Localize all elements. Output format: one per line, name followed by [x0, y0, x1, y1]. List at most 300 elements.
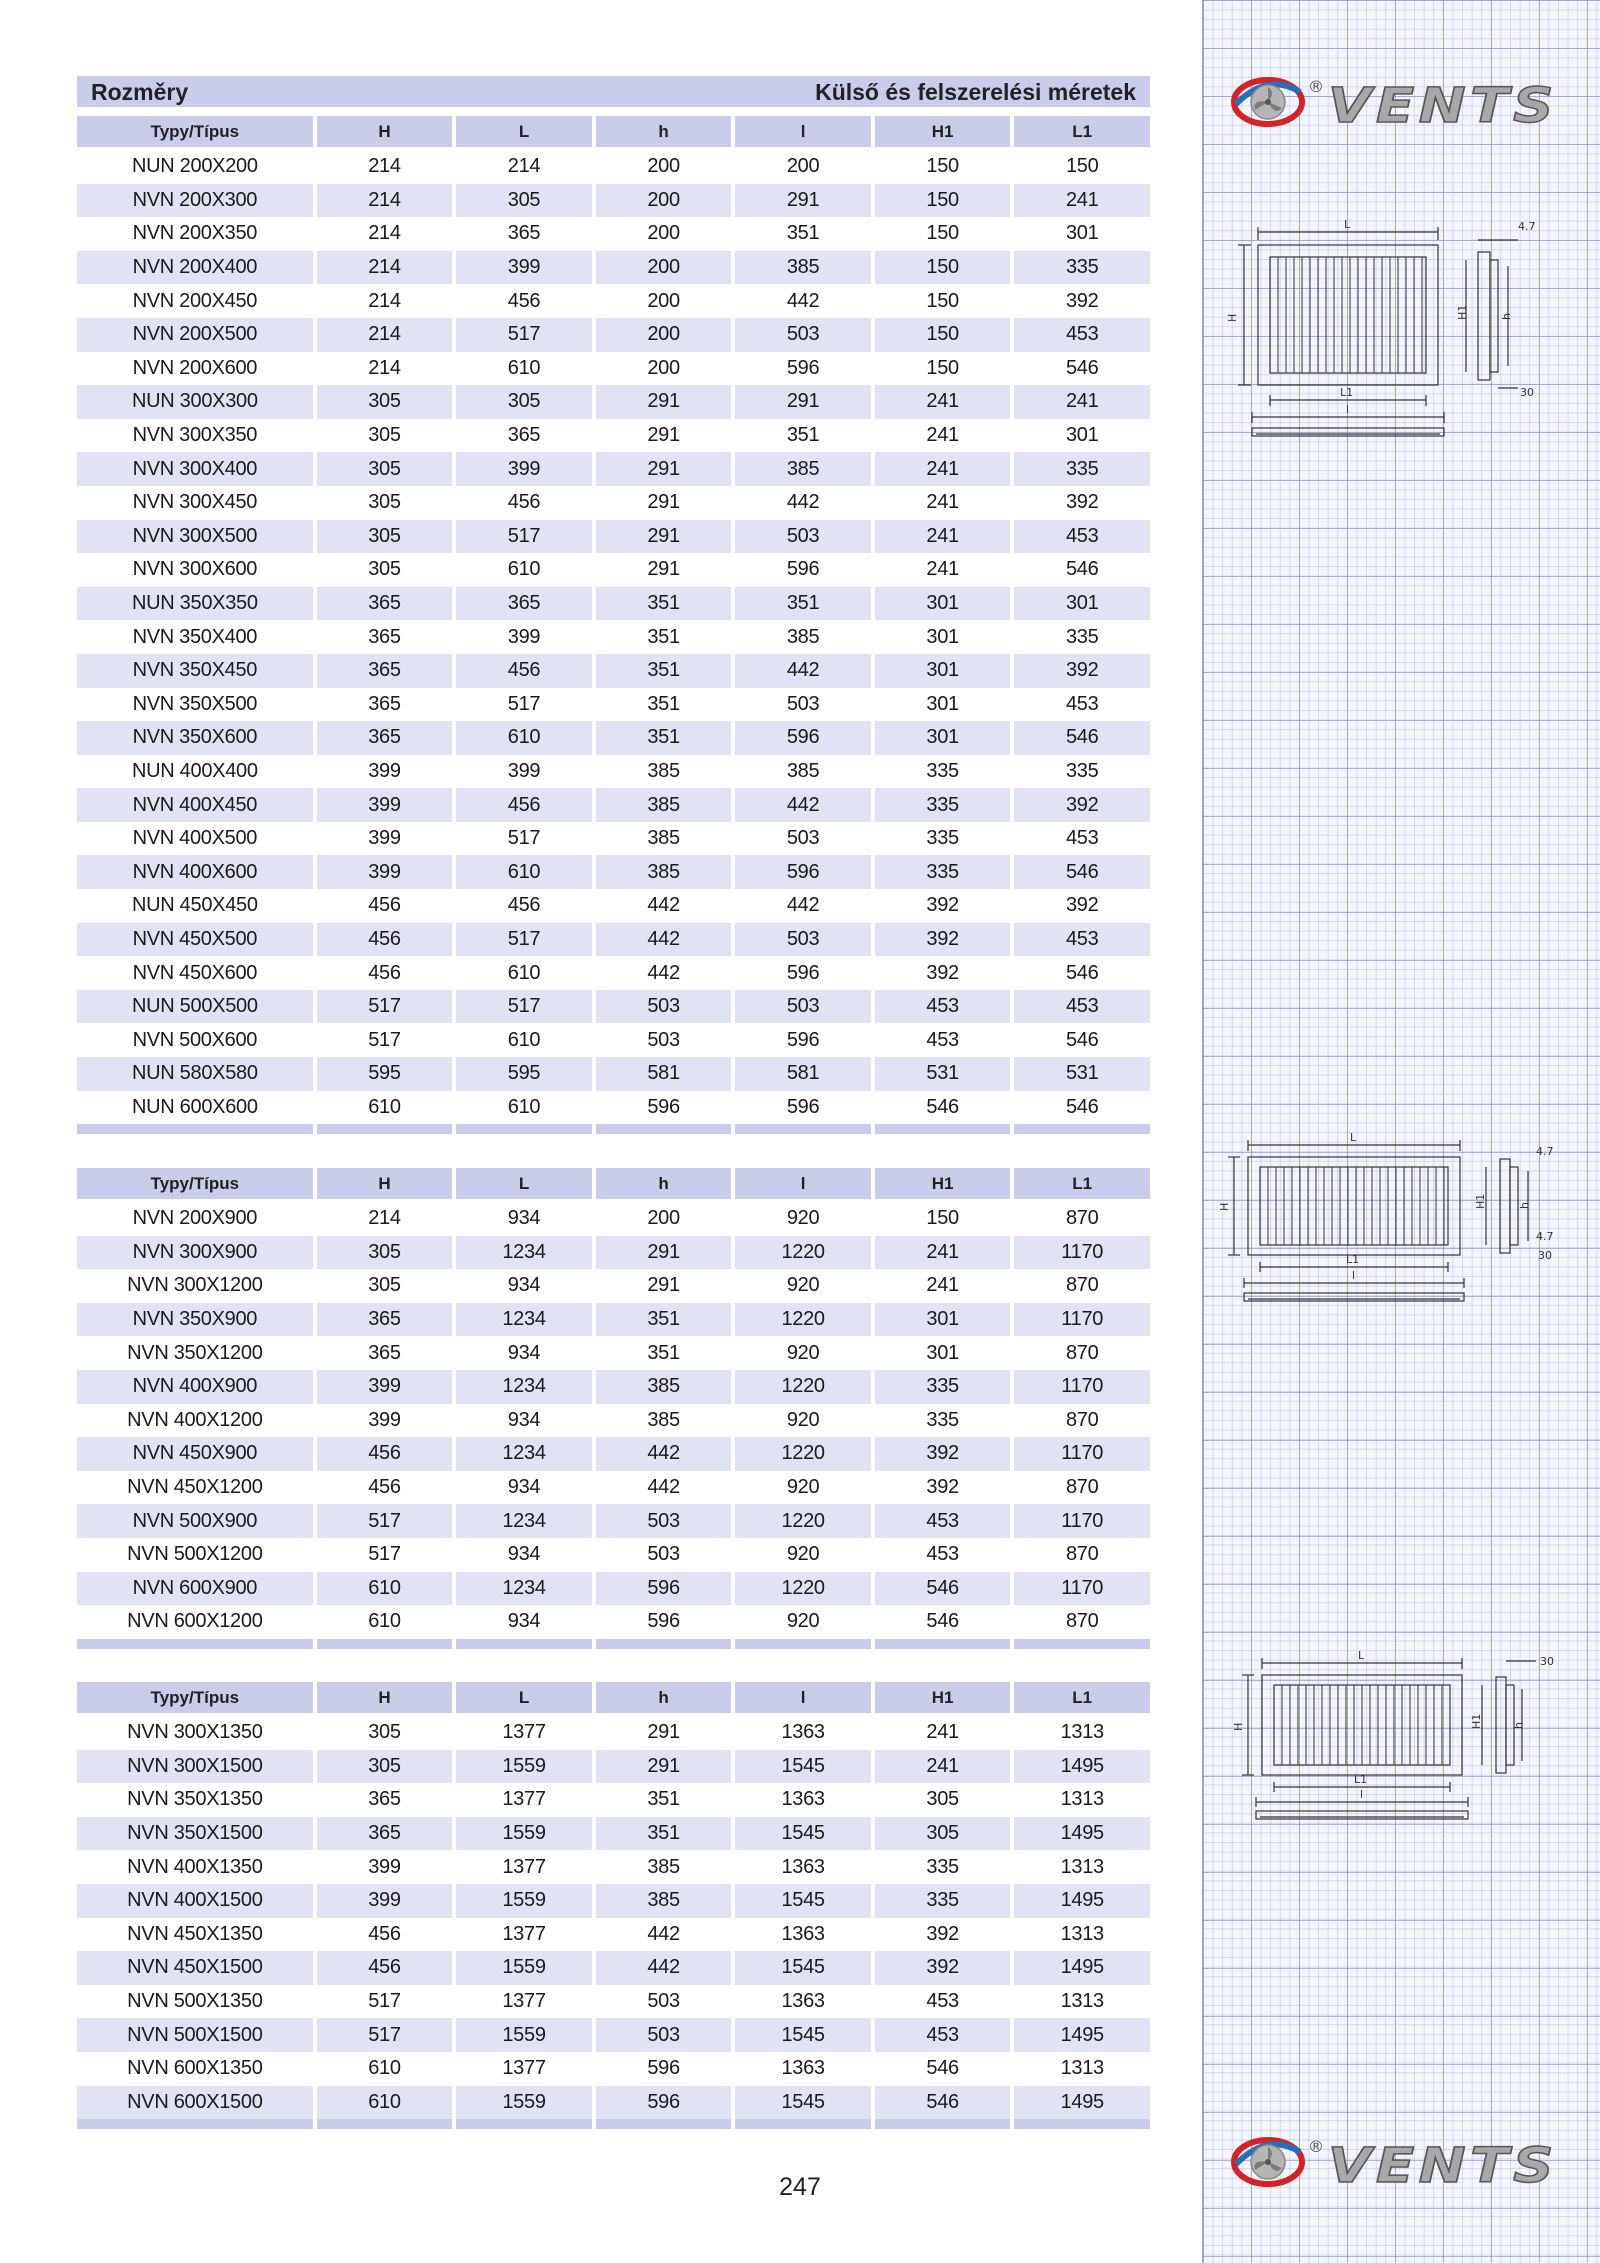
value-cell: 1313: [1060, 1922, 1104, 1945]
type-cell: NVN 600X1200: [127, 1610, 263, 1633]
table-row: [77, 956, 1150, 990]
value-cell: 517: [317, 1504, 453, 1538]
table-row: [77, 1370, 1150, 1404]
value-cell: 305: [926, 1788, 959, 1811]
table-row: [77, 1716, 1150, 1750]
value-cell: 1170: [1014, 1370, 1150, 1404]
type-cell: NVN 350X400: [132, 625, 258, 648]
table-row: [77, 822, 1150, 856]
column-header: Typy/Típus: [77, 1168, 313, 1199]
table-row: [77, 1538, 1150, 1572]
value-cell: 335: [1065, 759, 1099, 782]
table-row: [77, 184, 1150, 218]
value-cell: 305: [368, 1274, 401, 1297]
value-cell: 920: [786, 1207, 820, 1230]
value-cell: 351: [596, 1817, 732, 1851]
type-cell: NVN 450X1350: [127, 1922, 263, 1945]
value-cell: 214: [317, 318, 453, 352]
footer-cell: [1014, 1639, 1150, 1649]
table-row: [77, 1918, 1150, 1952]
value-cell: 335: [875, 855, 1011, 889]
value-cell: 351: [596, 587, 732, 621]
value-cell: 301: [926, 625, 959, 648]
dim-label-thickness-2: 4.7: [1536, 1230, 1554, 1243]
value-cell: 241: [875, 385, 1011, 419]
footer-cell: [77, 1124, 313, 1134]
type-cell: NUN 600X600: [132, 1095, 258, 1118]
value-cell: 503: [647, 1543, 680, 1566]
value-cell: 200: [596, 318, 732, 352]
value-cell: 503: [735, 520, 871, 554]
value-cell: 1545: [735, 1817, 871, 1851]
footer-cell: [1014, 2119, 1150, 2129]
value-cell: 335: [875, 1370, 1011, 1404]
value-cell: 442: [647, 1476, 680, 1499]
type-cell: NUN 200X200: [132, 155, 258, 178]
dim-label-thickness: 4.7: [1518, 220, 1536, 233]
dim-label-L1: L1: [1354, 1773, 1368, 1786]
type-cell: NVN 400X500: [132, 827, 258, 850]
type-cell: NVN 350X1500: [77, 1817, 313, 1851]
table-row: [77, 1605, 1150, 1639]
value-cell: 870: [1065, 1408, 1099, 1431]
value-cell: 546: [1065, 1095, 1099, 1118]
value-cell: 351: [647, 692, 680, 715]
value-cell: 453: [875, 990, 1011, 1024]
value-cell: 385: [786, 759, 820, 782]
logo-wordmark: VENTS: [1328, 2138, 1558, 2190]
value-cell: 442: [647, 1922, 680, 1945]
value-cell: 610: [317, 2086, 453, 2120]
value-cell: 517: [368, 1543, 401, 1566]
value-cell: 1234: [456, 1437, 592, 1471]
dim-label-h: h: [1500, 313, 1513, 320]
value-cell: 1545: [735, 2086, 871, 2120]
value-cell: 200: [647, 222, 680, 245]
value-cell: 517: [368, 1028, 401, 1051]
value-cell: 503: [735, 990, 871, 1024]
footer-cell: [875, 1124, 1011, 1134]
value-cell: 399: [317, 855, 453, 889]
value-cell: 610: [507, 356, 541, 379]
value-cell: 365: [368, 692, 401, 715]
table-row: [77, 1236, 1150, 1270]
table-row: [77, 352, 1150, 386]
value-cell: 442: [735, 788, 871, 822]
value-cell: 453: [926, 1543, 959, 1566]
table-row: [77, 553, 1150, 587]
dim-label-H1: H1: [1474, 1193, 1487, 1209]
value-cell: 531: [1014, 1057, 1150, 1091]
value-cell: 291: [647, 491, 680, 514]
value-cell: 453: [875, 1504, 1011, 1538]
value-cell: 503: [647, 1990, 680, 2013]
dim-label-depth: 30: [1538, 1249, 1552, 1262]
value-cell: 456: [456, 654, 592, 688]
value-cell: 1495: [1014, 1817, 1150, 1851]
value-cell: 610: [317, 1572, 453, 1606]
value-cell: 546: [1065, 356, 1099, 379]
dim-label-H1: H1: [1470, 1713, 1483, 1729]
value-cell: 351: [647, 625, 680, 648]
type-cell: NVN 350X450: [77, 654, 313, 688]
value-cell: 392: [926, 1476, 959, 1499]
value-cell: 503: [596, 2018, 732, 2052]
table-row: [77, 452, 1150, 486]
table-row: [77, 654, 1150, 688]
type-cell: NVN 500X900: [77, 1504, 313, 1538]
type-cell: NVN 200X900: [132, 1207, 258, 1230]
value-cell: 517: [456, 520, 592, 554]
value-cell: 610: [456, 855, 592, 889]
value-cell: 305: [368, 491, 401, 514]
footer-cell: [735, 2119, 871, 2129]
value-cell: 150: [926, 155, 959, 178]
value-cell: 442: [596, 1951, 732, 1985]
value-cell: 241: [1014, 184, 1150, 218]
type-cell: NVN 600X900: [77, 1572, 313, 1606]
grille-slats: [1278, 257, 1422, 373]
value-cell: 305: [875, 1817, 1011, 1851]
value-cell: 503: [786, 827, 820, 850]
table-row: [77, 2018, 1150, 2052]
value-cell: 442: [735, 654, 871, 688]
value-cell: 517: [507, 827, 541, 850]
value-cell: 517: [507, 692, 541, 715]
type-cell: NVN 350X500: [132, 692, 258, 715]
dim-label-h: h: [1512, 1722, 1525, 1729]
type-cell: NVN 450X500: [77, 923, 313, 957]
value-cell: 1313: [1060, 1788, 1104, 1811]
section-title-bar: [77, 76, 1150, 107]
value-cell: 1377: [502, 1788, 546, 1811]
value-cell: 1313: [1060, 2057, 1104, 2080]
type-cell: NVN 500X1350: [127, 1990, 263, 2013]
value-cell: 1220: [735, 1236, 871, 1270]
value-cell: 456: [507, 894, 541, 917]
value-cell: 596: [786, 1095, 820, 1118]
type-cell: NVN 200X400: [77, 251, 313, 285]
table-row: [77, 620, 1150, 654]
type-cell: NVN 300X400: [77, 452, 313, 486]
table-row: [77, 251, 1150, 285]
table-footer-bar: [77, 1124, 1150, 1134]
value-cell: 934: [507, 1207, 541, 1230]
value-cell: 335: [875, 1884, 1011, 1918]
value-cell: 365: [368, 1788, 401, 1811]
value-cell: 291: [735, 184, 871, 218]
table-row: [77, 755, 1150, 789]
table-row: [77, 688, 1150, 722]
value-cell: 596: [647, 2057, 680, 2080]
value-cell: 503: [596, 1504, 732, 1538]
value-cell: 399: [456, 251, 592, 285]
table-row: [77, 1202, 1150, 1236]
value-cell: 1495: [1014, 1951, 1150, 1985]
type-cell: NVN 400X1500: [77, 1884, 313, 1918]
dim-label-h: h: [1518, 1202, 1531, 1209]
value-cell: 392: [875, 1951, 1011, 1985]
value-cell: 392: [926, 961, 959, 984]
dim-label-L1: L1: [1346, 1253, 1360, 1266]
value-cell: 1170: [1014, 1572, 1150, 1606]
value-cell: 291: [647, 1274, 680, 1297]
value-cell: 241: [875, 1236, 1011, 1270]
value-cell: 305: [368, 558, 401, 581]
column-header: L: [456, 116, 592, 147]
fan-emblem-icon: [1234, 2140, 1302, 2184]
value-cell: 870: [1065, 1476, 1099, 1499]
value-cell: 546: [1065, 1028, 1099, 1051]
table-row: [77, 990, 1150, 1024]
table-row: [77, 1850, 1150, 1884]
type-cell: NVN 350X1350: [127, 1788, 263, 1811]
value-cell: 385: [596, 1884, 732, 1918]
type-cell: NVN 300X600: [132, 558, 258, 581]
value-cell: 456: [368, 961, 401, 984]
value-cell: 503: [647, 1028, 680, 1051]
value-cell: 305: [368, 424, 401, 447]
type-cell: NVN 300X900: [77, 1236, 313, 1270]
value-cell: 200: [647, 356, 680, 379]
column-header: l: [735, 116, 871, 147]
value-cell: 305: [368, 1721, 401, 1744]
value-cell: 241: [875, 1750, 1011, 1784]
value-cell: 214: [317, 184, 453, 218]
value-cell: 351: [596, 1303, 732, 1337]
dim-label-l: l: [1360, 1788, 1364, 1801]
value-cell: 442: [786, 894, 820, 917]
value-cell: 1170: [1014, 1303, 1150, 1337]
type-cell: NUN 350X350: [77, 587, 313, 621]
value-cell: 456: [317, 1951, 453, 1985]
type-cell: NVN 200X500: [77, 318, 313, 352]
table-footer-bar: [77, 2119, 1150, 2129]
dim-label-H: H: [1226, 313, 1239, 322]
value-cell: 392: [1065, 491, 1099, 514]
type-cell: NVN 500X1200: [127, 1543, 263, 1566]
vents-logo-bottom: [1228, 2130, 1568, 2190]
value-cell: 392: [1014, 654, 1150, 688]
value-cell: 365: [456, 587, 592, 621]
dim-label-H1: H1: [1456, 304, 1469, 320]
column-header: H1: [875, 116, 1011, 147]
value-cell: 934: [507, 1610, 541, 1633]
value-cell: 503: [735, 318, 871, 352]
value-cell: 335: [1014, 251, 1150, 285]
value-cell: 399: [456, 452, 592, 486]
value-cell: 1545: [735, 1951, 871, 1985]
value-cell: 392: [875, 1437, 1011, 1471]
type-cell: NUN 400X400: [132, 759, 258, 782]
table-row: [77, 788, 1150, 822]
table-row: [77, 284, 1150, 318]
value-cell: 200: [647, 155, 680, 178]
table-row: [77, 520, 1150, 554]
value-cell: 546: [1014, 721, 1150, 755]
table-row: [77, 1504, 1150, 1538]
value-cell: 385: [647, 827, 680, 850]
value-cell: 453: [926, 1990, 959, 2013]
value-cell: 351: [596, 654, 732, 688]
column-header: h: [596, 116, 732, 147]
dimensions-table-2: [73, 1168, 1154, 1649]
value-cell: 241: [926, 1721, 959, 1744]
value-cell: 442: [647, 894, 680, 917]
value-cell: 214: [368, 356, 401, 379]
table-row: [77, 1437, 1150, 1471]
column-header: L: [456, 1682, 592, 1713]
footer-cell: [596, 1639, 732, 1649]
value-cell: 335: [1014, 452, 1150, 486]
type-cell: NVN 600X1350: [127, 2057, 263, 2080]
value-cell: 291: [735, 385, 871, 419]
value-cell: 214: [368, 155, 401, 178]
value-cell: 546: [926, 1095, 959, 1118]
table-row: [77, 1471, 1150, 1505]
value-cell: 150: [926, 1207, 959, 1230]
value-cell: 399: [368, 759, 401, 782]
footer-cell: [875, 1639, 1011, 1649]
grille-drawing-2: [1218, 1125, 1563, 1315]
value-cell: 399: [507, 759, 541, 782]
table-row: [77, 721, 1150, 755]
value-cell: 610: [368, 1610, 401, 1633]
table-row: [77, 486, 1150, 520]
value-cell: 301: [926, 1341, 959, 1364]
value-cell: 581: [596, 1057, 732, 1091]
value-cell: 385: [596, 855, 732, 889]
value-cell: 596: [647, 1610, 680, 1633]
type-cell: NVN 350X600: [77, 721, 313, 755]
value-cell: 442: [596, 1437, 732, 1471]
value-cell: 291: [596, 1750, 732, 1784]
value-cell: 241: [926, 491, 959, 514]
dim-label-H: H: [1232, 1722, 1245, 1731]
dim-label-depth: 30: [1540, 1655, 1554, 1668]
value-cell: 1377: [502, 2057, 546, 2080]
footer-cell: [1014, 1124, 1150, 1134]
type-cell: NVN 400X1200: [127, 1408, 263, 1431]
value-cell: 241: [926, 1274, 959, 1297]
table-row: [77, 1572, 1150, 1606]
registered-mark: ®: [1308, 2137, 1324, 2156]
table-row: [77, 1023, 1150, 1057]
footer-cell: [596, 1124, 732, 1134]
table-row: [77, 318, 1150, 352]
value-cell: 365: [368, 625, 401, 648]
value-cell: 517: [368, 1990, 401, 2013]
value-cell: 1234: [456, 1236, 592, 1270]
value-cell: 870: [1065, 1207, 1099, 1230]
value-cell: 546: [875, 1572, 1011, 1606]
value-cell: 241: [875, 452, 1011, 486]
value-cell: 870: [1065, 1341, 1099, 1364]
column-header: L: [456, 1168, 592, 1199]
value-cell: 150: [926, 289, 959, 312]
dimensions-table-3: [73, 1682, 1154, 2129]
value-cell: 1495: [1014, 2018, 1150, 2052]
value-cell: 453: [1065, 692, 1099, 715]
value-cell: 1220: [735, 1437, 871, 1471]
value-cell: 1559: [456, 2018, 592, 2052]
column-header: H: [317, 1168, 453, 1199]
value-cell: 596: [786, 961, 820, 984]
value-cell: 335: [926, 1408, 959, 1431]
type-cell: NUN 300X300: [77, 385, 313, 419]
value-cell: 503: [786, 692, 820, 715]
type-cell: NVN 350X1200: [127, 1341, 263, 1364]
value-cell: 399: [317, 788, 453, 822]
table-row: [77, 1817, 1150, 1851]
value-cell: 150: [926, 356, 959, 379]
value-cell: 305: [317, 1750, 453, 1784]
table-row: [77, 150, 1150, 184]
value-cell: 453: [1065, 827, 1099, 850]
value-cell: 1559: [456, 1750, 592, 1784]
type-cell: NUN 500X500: [77, 990, 313, 1024]
table-row: [77, 1336, 1150, 1370]
value-cell: 456: [507, 491, 541, 514]
value-cell: 351: [647, 1788, 680, 1811]
value-cell: 365: [317, 1303, 453, 1337]
value-cell: 301: [926, 692, 959, 715]
value-cell: 456: [317, 923, 453, 957]
value-cell: 392: [1065, 894, 1099, 917]
value-cell: 920: [786, 1610, 820, 1633]
value-cell: 453: [1014, 923, 1150, 957]
value-cell: 1234: [456, 1370, 592, 1404]
column-header: H: [317, 1682, 453, 1713]
value-cell: 503: [596, 990, 732, 1024]
value-cell: 335: [875, 788, 1011, 822]
value-cell: 365: [317, 1817, 453, 1851]
value-cell: 934: [507, 1408, 541, 1431]
table-row: [77, 419, 1150, 453]
value-cell: 301: [1014, 587, 1150, 621]
value-cell: 214: [368, 222, 401, 245]
value-cell: 1220: [735, 1504, 871, 1538]
value-cell: 291: [647, 1721, 680, 1744]
value-cell: 150: [875, 318, 1011, 352]
value-cell: 1234: [456, 1504, 592, 1538]
footer-cell: [456, 2119, 592, 2129]
value-cell: 200: [596, 251, 732, 285]
footer-cell: [735, 1639, 871, 1649]
value-cell: 934: [507, 1476, 541, 1499]
vents-logo-top: [1228, 70, 1568, 130]
value-cell: 1495: [1014, 1750, 1150, 1784]
value-cell: 301: [875, 1303, 1011, 1337]
value-cell: 1313: [1060, 1855, 1104, 1878]
value-cell: 596: [786, 356, 820, 379]
value-cell: 1377: [502, 1922, 546, 1945]
value-cell: 1363: [781, 1990, 825, 2013]
value-cell: 305: [317, 452, 453, 486]
value-cell: 870: [1065, 1274, 1099, 1297]
value-cell: 150: [926, 222, 959, 245]
type-cell: NVN 200X300: [77, 184, 313, 218]
value-cell: 335: [926, 759, 959, 782]
value-cell: 1559: [456, 1817, 592, 1851]
value-cell: 291: [596, 452, 732, 486]
value-cell: 365: [317, 721, 453, 755]
value-cell: 610: [507, 558, 541, 581]
value-cell: 1313: [1060, 1721, 1104, 1744]
value-cell: 291: [647, 424, 680, 447]
value-cell: 385: [735, 251, 871, 285]
value-cell: 365: [317, 587, 453, 621]
